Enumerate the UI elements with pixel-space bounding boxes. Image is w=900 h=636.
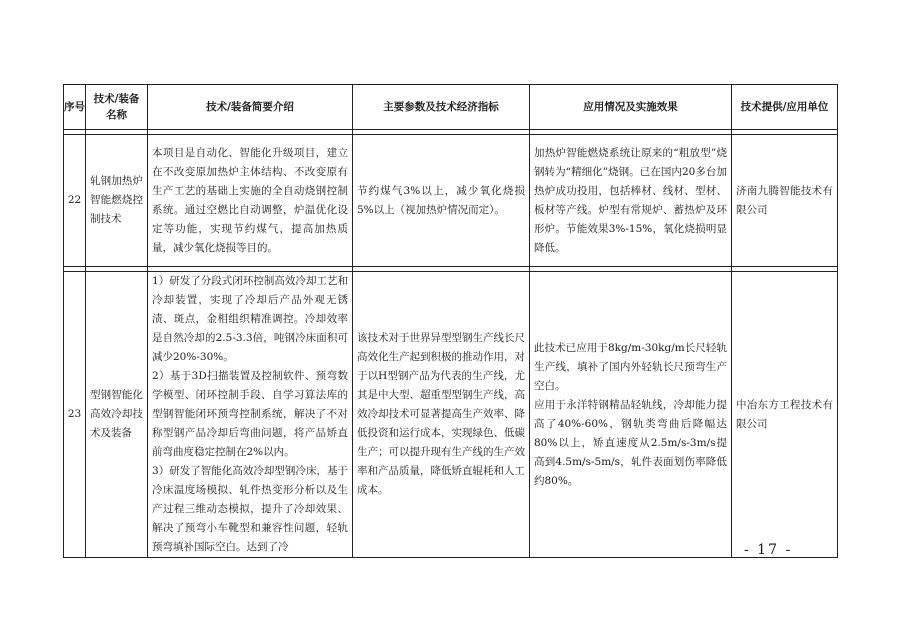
row-23-effect-line-2: 应用于永洋特钢精品轻轨线，冷却能力提高了40%-60%，钢轨类弯曲后降幅达80%以上，矫直速度从2.5m/s-3m/s提高到4.5m/s-5m/s，轧件表面划伤率降低约80%。 [534, 398, 727, 487]
row-22-effect: 加热炉智能燃烧系统让原来的“粗放型”烧钢转为“精细化”烧钢。已在国内20多台加热炉成功投用，包括棒材、线材、型材、板材等产线。炉型有常规炉、蓄热炉及环形炉。节能效果3%-15%，氧化烧损明显降低。 [530, 135, 732, 267]
row-23-effect-line-1: 此技术已应用于8kg/m-30kg/m长尺轻轨生产线，填补了国内外轻轨长尺预弯生产空白。 [534, 341, 727, 392]
row-23-params: 该技术对于世界异型型钢生产线长尺高效化生产起到积极的推动作用，对于以H型钢产品为代表的生产线，尤其是中大型、超重型型钢生产线，高效冷却技术可显著提高生产效率、降低投资和运行成本，实现绿色、低碳生产；可以提升现有生产线的生产效率和产品质量，降低矫直辊耗和人工成本。 [353, 272, 530, 558]
row-23-no: 23 [64, 272, 86, 558]
header-effect: 应用情况及实施效果 [530, 85, 732, 130]
row-23-effect [530, 272, 732, 558]
row-22-name: 轧钢加热炉智能燃烧控制技术 [86, 135, 148, 267]
page-number: - 17 - [744, 542, 793, 558]
header-company: 技术提供/应用单位 [732, 85, 838, 130]
row-22-company: 济南九腾智能技术有限公司 [732, 135, 838, 267]
row-23-intro [148, 272, 353, 558]
row-23-company: 中冶东方工程技术有限公司 [732, 272, 838, 558]
header-name: 技术/装备名称 [86, 85, 148, 130]
row-23-intro-line-2: 2）基于3D扫描装置及控制软件、预弯数学模型、闭环控制手段、自学习算法库的型钢智能闭环预弯控制系统，解决了不对称型钢产品冷却后弯曲问题，将产品矫直前弯曲度稳定控制在2%以内。 [152, 370, 348, 458]
table-header-row [64, 85, 838, 130]
table-row [64, 135, 838, 267]
header-no: 序号 [64, 85, 86, 130]
row-22-params: 节约煤气3%以上，减少氧化烧损5%以上（视加热炉情况而定）。 [353, 135, 530, 267]
row-23-intro-line-3: 3）研发了智能化高效冷却型钢冷床，基于冷床温度场模拟、轧件热变形分析以及生产过程三维动态模拟，提升了冷却效果、解决了预弯小车靴型和兼容性问题，轻轨预弯填补国际空白。达到了冷 [152, 465, 348, 553]
row-23-name: 型钢智能化高效冷却技术及装备 [86, 272, 148, 558]
row-22-intro: 本项目是自动化、智能化升级项目，建立在不改变原加热炉主体结构、不改变原有生产工艺的基础上实施的全自动烧钢控制系统。通过空燃比自动调整，炉温优化设定等功能，实现节约煤气，提高加热质量，减少氧化烧损等目的。 [148, 135, 353, 267]
technology-table [63, 84, 838, 558]
table-row [64, 272, 838, 558]
header-params: 主要参数及技术经济指标 [353, 85, 530, 130]
header-intro: 技术/装备简要介绍 [148, 85, 353, 130]
row-23-intro-line-1: 1）研发了分段式闭环控制高效冷却工艺和冷却装置，实现了冷却后产品外观无锈渍、斑点，金相组织精准调控。冷却效率是自然冷却的2.5-3.3倍，吨钢冷床面积可减少20%-30%。 [152, 275, 348, 363]
row-22-no: 22 [64, 135, 86, 267]
